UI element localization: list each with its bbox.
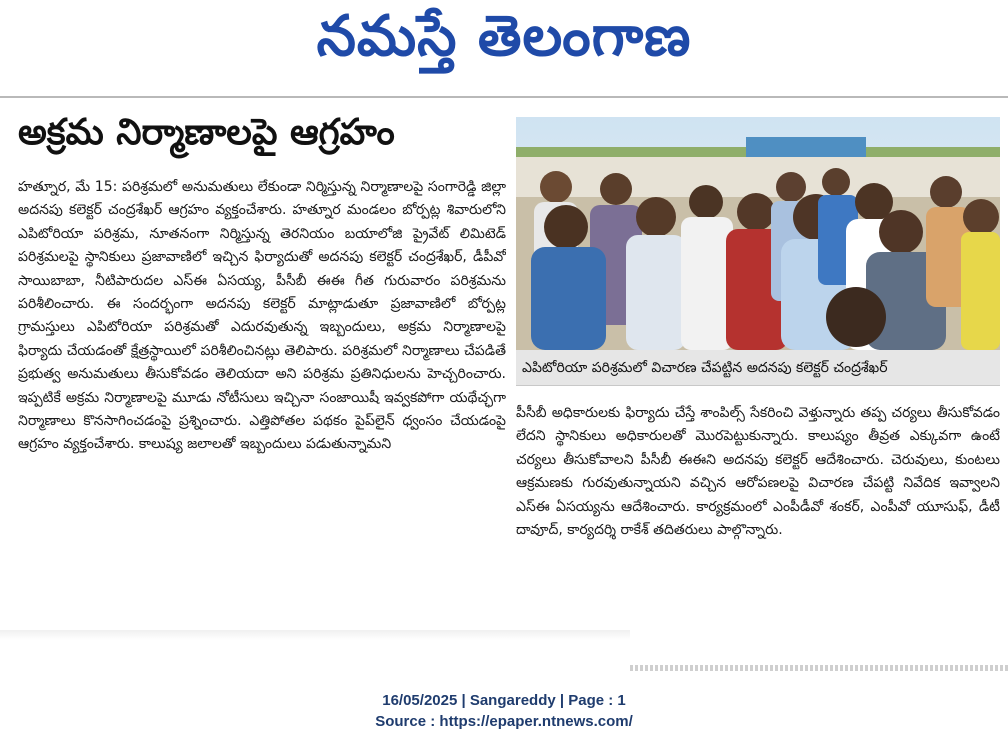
masthead (0, 0, 1008, 80)
page-edge (0, 630, 630, 640)
article-body-column-2 (516, 402, 1000, 616)
masthead-divider (0, 96, 1008, 98)
source-footer (0, 690, 1008, 732)
article-body-column-1 (18, 176, 506, 616)
article-paragraph: హత్నూర, మే 15: పరిశ్రమలో అనుమతులు లేకుండా నిర్మిస్తున్న నిర్మాణాలపై సంగారెడ్డి జిల్లా అదనపు కలెక్టర్ చంద్రశేఖర్ ఆగ్రహం వ్యక్తంచేశారు. హత్నూర మండలం బోర్పట్ల శివారులోని ఎపిటోరియా పరిశ్రమ, నూతనంగా నిర్మిస్తున్న తెరనియం బయాలోజి ప్రైవేట్ లిమిటెడ్ పరిశ్రమలపై స్థానికులు ప్రజావాణిలో ఇచ్చిన ఫిర్యాదుతో అదనపు కలెక్టర్ చంద్రశేఖర్, డీపీవో సాయిబాబా, నీటిపారుదల ఎస్ఈ ఏసయ్య, పీసీబీ ఈఈ గీత గురువారం పరిశ్రమను పరిశీలించారు. ఈ సందర్భంగా అదనపు కలెక్టర్ మాట్లాడుతూ ప్రజావాణిలో బోర్పట్ల గ్రామస్తులు ఎపిటోరియా పరిశ్రమతో ఎదురవుతున్న ఇబ్బందులు, అక్రమ నిర్మాణాలపై ఫిర్యాదు చేయడంతో క్షేత్రస్థాయిలో పరిశీలించినట్లు తెలిపారు. పరిశ్రమలో నిర్మాణాలు చేపడితే ప్రభుత్వ అనుమతులు తీసుకోవడం తెలియదా అని పరిశ్రమ ప్రతినిధులను హెచ్చరించారు. ఇప్పటికే అక్రమ నిర్మాణాలపై మూడు నోటీసులు ఇచ్చినా సంజాయిషీ ఇవ్వకపోగా యథేచ్ఛగా నిర్మాణాలు కొనసాగించడంపై ప్రశ్నించారు. ఎత్తిపోతల పథకం పైప్‌లైన్ ధ్వంసం చేయడంపై ఆగ్రహం వ్యక్తంచేశారు. కాలుష్య జలాలతో ఇబ్బందులు పడుతున్నామని (18, 179, 506, 453)
edition-info: 16/05/2025 | Sangareddy | Page : 1 (382, 692, 626, 709)
article-headline: అక్రమ నిర్మాణాలపై ఆగ్రహం (18, 112, 395, 153)
source-link[interactable]: Source : https://epaper.ntnews.com/ (375, 713, 633, 730)
photo-caption: ఎపిటోరియా పరిశ్రమలో విచారణ చేపట్టిన అదనపు కలెక్టర్ చంద్రశేఖర్ (516, 350, 1000, 386)
news-photo (516, 117, 1000, 350)
masthead-title: నమస్తే తెలంగాణ (316, 4, 692, 69)
dotted-divider (630, 665, 1008, 671)
article-paragraph: పీసీబీ అధికారులకు ఫిర్యాదు చేస్తే శాంపిల్స్ సేకరించి వెళ్తున్నారు తప్ప చర్యలు తీసుకోవడం లేదని స్థానికులు అధికారులతో మొరపెట్టుకున్నారు. కాలుష్యం తీవ్రత ఎక్కువగా ఉంటే చర్యలు తీసుకోవాలని పీసీబీ ఈఈని అదనపు కలెక్టర్ ఆదేశించారు. చెరువులు, కుంటలు ఆక్రమణకు గురవుతున్నాయని వచ్చిన ఆరోపణలపై విచారణ చేపట్టి నివేదిక ఇవ్వాలని ఎస్ఈ ఏసయ్యను ఆదేశించారు. కార్యక్రమంలో ఎంపీడీవో శంకర్, ఎంపీవో యూసుఫ్, డీటీ దావూద్, కార్యదర్శి రాకేశ్ తదితరులు పాల్గొన్నారు. (516, 405, 1000, 539)
